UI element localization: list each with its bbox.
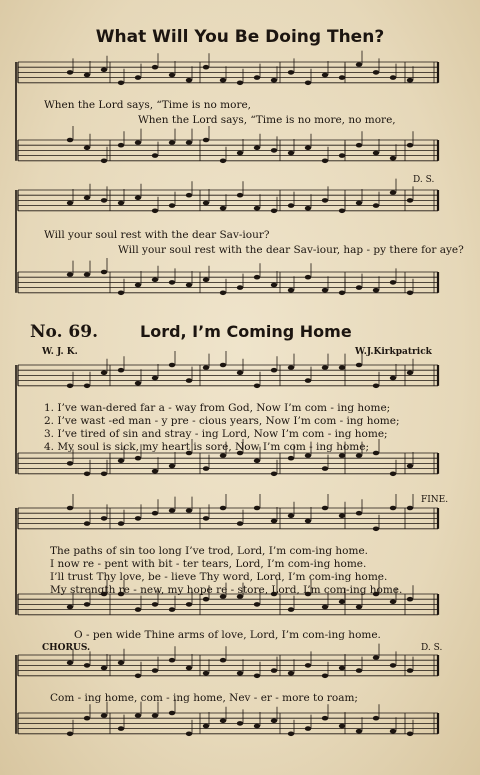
note-head bbox=[118, 661, 124, 666]
note-head bbox=[305, 206, 311, 211]
note-head bbox=[373, 151, 379, 156]
note-head bbox=[169, 140, 175, 145]
note-head bbox=[356, 605, 362, 610]
note-head bbox=[84, 73, 90, 78]
note-head bbox=[254, 384, 260, 389]
note-head bbox=[373, 527, 379, 532]
note-head bbox=[186, 732, 192, 737]
note-head bbox=[169, 363, 175, 368]
note-head bbox=[407, 371, 413, 376]
note-head bbox=[84, 384, 90, 389]
note-head bbox=[186, 602, 192, 607]
note-head bbox=[203, 516, 209, 521]
note-head bbox=[407, 143, 413, 148]
chorus-lyrics: Com - ing home, com - ing home, Nev - er - more to roam; bbox=[50, 692, 358, 704]
note-head bbox=[186, 140, 192, 145]
song1-lyrics-1a: When the Lord says, “Time is no more, bbox=[44, 99, 252, 111]
note-head bbox=[152, 278, 158, 283]
note-head bbox=[356, 729, 362, 734]
note-head bbox=[169, 464, 175, 469]
note-head bbox=[67, 461, 73, 466]
note-head bbox=[407, 198, 413, 203]
note-head bbox=[84, 472, 90, 477]
note-head bbox=[322, 674, 328, 679]
note-head bbox=[356, 143, 362, 148]
note-head bbox=[84, 602, 90, 607]
note-head bbox=[390, 75, 396, 80]
note-head bbox=[203, 138, 209, 143]
note-head bbox=[339, 514, 345, 519]
note-head bbox=[288, 456, 294, 461]
note-head bbox=[135, 196, 141, 201]
note-head bbox=[135, 381, 141, 386]
song2-title: Lord, I’m Coming Home bbox=[140, 322, 352, 341]
note-head bbox=[356, 453, 362, 458]
note-head bbox=[101, 270, 107, 275]
note-head bbox=[271, 519, 277, 524]
song1-lyrics-2a: Will your soul rest with the dear Sav-iour? bbox=[44, 229, 270, 241]
note-head bbox=[356, 668, 362, 673]
song1-ds-label: D. S. bbox=[413, 175, 435, 185]
note-head bbox=[67, 732, 73, 737]
note-head bbox=[101, 198, 107, 203]
note-head bbox=[407, 291, 413, 296]
note-head bbox=[84, 272, 90, 277]
note-head bbox=[118, 291, 124, 296]
note-head bbox=[135, 456, 141, 461]
note-head bbox=[152, 511, 158, 516]
note-head bbox=[339, 365, 345, 370]
note-head bbox=[237, 521, 243, 526]
note-head bbox=[322, 716, 328, 721]
verse-3b: I’ll trust Thy love, be - lieve Thy word, Lord, I’m com-ing home. bbox=[50, 571, 388, 583]
verse-3: 3. I’ve tired of sin and stray - ing Lord, Now I’m com - ing home; bbox=[44, 428, 388, 440]
note-head bbox=[339, 724, 345, 729]
note-head bbox=[101, 666, 107, 671]
note-head bbox=[390, 506, 396, 511]
hymn-number: No. 69. bbox=[30, 322, 98, 342]
note-head bbox=[169, 658, 175, 663]
verse-4b: My strength re - new, my hope re - store, Lord, I’m com-ing home. bbox=[50, 584, 403, 596]
note-head bbox=[254, 275, 260, 280]
note-head bbox=[407, 597, 413, 602]
note-head bbox=[203, 201, 209, 206]
note-head bbox=[152, 65, 158, 70]
note-head bbox=[203, 724, 209, 729]
note-head bbox=[390, 729, 396, 734]
note-head bbox=[305, 146, 311, 151]
note-head bbox=[152, 469, 158, 474]
note-head bbox=[271, 668, 277, 673]
note-head bbox=[186, 378, 192, 383]
note-head bbox=[288, 151, 294, 156]
song1-lyrics-2b: Will your soul rest with the dear Sav-iour, hap - py there for aye? bbox=[118, 244, 464, 256]
note-head bbox=[169, 508, 175, 513]
note-head bbox=[322, 365, 328, 370]
song1-title: What Will You Be Doing Then? bbox=[95, 27, 385, 47]
note-head bbox=[220, 159, 226, 164]
note-head bbox=[220, 719, 226, 724]
note-head bbox=[101, 371, 107, 376]
note-head bbox=[118, 521, 124, 526]
verse-1b: The paths of sin too long I’ve trod, Lord, I’m com-ing home. bbox=[50, 545, 368, 557]
note-head bbox=[220, 78, 226, 83]
note-head bbox=[237, 81, 243, 86]
note-head bbox=[169, 607, 175, 612]
note-head bbox=[305, 726, 311, 731]
note-head bbox=[305, 519, 311, 524]
note-head bbox=[152, 713, 158, 718]
note-head bbox=[169, 73, 175, 78]
note-head bbox=[390, 663, 396, 668]
note-head bbox=[271, 209, 277, 214]
note-head bbox=[203, 671, 209, 676]
note-head bbox=[237, 151, 243, 156]
note-head bbox=[339, 75, 345, 80]
note-head bbox=[203, 466, 209, 471]
note-head bbox=[390, 472, 396, 477]
note-head bbox=[373, 716, 379, 721]
note-head bbox=[220, 658, 226, 663]
note-head bbox=[390, 600, 396, 605]
note-head bbox=[390, 376, 396, 381]
note-head bbox=[356, 511, 362, 516]
note-head bbox=[271, 472, 277, 477]
note-head bbox=[322, 605, 328, 610]
note-head bbox=[288, 732, 294, 737]
note-head bbox=[288, 514, 294, 519]
verse-2: 2. I’ve wast -ed man - y pre - cious years, Now I’m com - ing home; bbox=[44, 415, 400, 427]
note-head bbox=[305, 275, 311, 280]
note-head bbox=[118, 726, 124, 731]
note-head bbox=[135, 713, 141, 718]
note-head bbox=[84, 663, 90, 668]
note-head bbox=[135, 674, 141, 679]
note-head bbox=[101, 713, 107, 718]
note-head bbox=[203, 597, 209, 602]
note-head bbox=[271, 148, 277, 153]
note-head bbox=[152, 668, 158, 673]
note-head bbox=[322, 73, 328, 78]
note-head bbox=[135, 75, 141, 80]
note-head bbox=[135, 607, 141, 612]
note-head bbox=[254, 674, 260, 679]
verse-4: 4. My soul is sick, my heart is sore, Now I’m com - ing home; bbox=[44, 441, 370, 453]
note-head bbox=[237, 721, 243, 726]
note-head bbox=[169, 280, 175, 285]
note-head bbox=[339, 153, 345, 158]
note-head bbox=[101, 159, 107, 164]
verse-2b: I now re - pent with bit - ter tears, Lord, I’m com-ing home. bbox=[50, 558, 367, 570]
note-head bbox=[186, 78, 192, 83]
ds-label-2: D. S. bbox=[421, 643, 443, 653]
verse-1: 1. I’ve wan-dered far a - way from God, Now I’m com - ing home; bbox=[44, 402, 391, 414]
note-head bbox=[305, 663, 311, 668]
note-head bbox=[339, 666, 345, 671]
note-head bbox=[67, 201, 73, 206]
note-head bbox=[135, 140, 141, 145]
note-head bbox=[373, 655, 379, 660]
note-head bbox=[390, 190, 396, 195]
note-head bbox=[152, 209, 158, 214]
note-head bbox=[101, 68, 107, 73]
note-head bbox=[67, 384, 73, 389]
note-head bbox=[220, 453, 226, 458]
note-head bbox=[254, 75, 260, 80]
note-head bbox=[118, 459, 124, 464]
note-head bbox=[407, 78, 413, 83]
note-head bbox=[169, 203, 175, 208]
note-head bbox=[254, 206, 260, 211]
note-head bbox=[373, 70, 379, 75]
note-head bbox=[186, 666, 192, 671]
note-head bbox=[84, 521, 90, 526]
note-head bbox=[67, 272, 73, 277]
note-head bbox=[237, 371, 243, 376]
open-wide-line: O - pen wide Thine arms of love, Lord, I’m com-ing home. bbox=[74, 629, 381, 641]
note-head bbox=[67, 506, 73, 511]
note-head bbox=[220, 206, 226, 211]
note-head bbox=[67, 138, 73, 143]
fine-label: FINE. bbox=[421, 495, 449, 505]
note-head bbox=[356, 201, 362, 206]
note-head bbox=[339, 291, 345, 296]
note-head bbox=[67, 70, 73, 75]
note-head bbox=[135, 516, 141, 521]
note-head bbox=[118, 143, 124, 148]
note-head bbox=[339, 600, 345, 605]
note-head bbox=[152, 153, 158, 158]
note-head bbox=[305, 453, 311, 458]
note-head bbox=[254, 146, 260, 151]
note-head bbox=[407, 668, 413, 673]
note-head bbox=[152, 376, 158, 381]
note-head bbox=[220, 506, 226, 511]
note-head bbox=[407, 464, 413, 469]
note-head bbox=[322, 288, 328, 293]
note-head bbox=[288, 203, 294, 208]
note-head bbox=[390, 156, 396, 161]
note-head bbox=[356, 285, 362, 290]
note-head bbox=[118, 201, 124, 206]
note-head bbox=[220, 363, 226, 368]
note-head bbox=[407, 506, 413, 511]
note-head bbox=[254, 459, 260, 464]
note-head bbox=[322, 506, 328, 511]
song1-lyrics-1b: When the Lord says, “Time is no more, no more, bbox=[138, 114, 396, 126]
note-head bbox=[186, 283, 192, 288]
note-head bbox=[67, 661, 73, 666]
note-head bbox=[356, 62, 362, 67]
note-head bbox=[288, 607, 294, 612]
note-head bbox=[203, 65, 209, 70]
note-head bbox=[254, 602, 260, 607]
note-head bbox=[220, 291, 226, 296]
note-head bbox=[203, 278, 209, 283]
note-head bbox=[373, 451, 379, 456]
note-head bbox=[84, 196, 90, 201]
note-head bbox=[305, 81, 311, 86]
note-head bbox=[152, 602, 158, 607]
note-head bbox=[84, 146, 90, 151]
note-head bbox=[186, 508, 192, 513]
note-head bbox=[373, 288, 379, 293]
note-head bbox=[169, 711, 175, 716]
note-head bbox=[288, 671, 294, 676]
note-head bbox=[322, 466, 328, 471]
note-head bbox=[305, 378, 311, 383]
note-head bbox=[288, 365, 294, 370]
note-head bbox=[271, 368, 277, 373]
note-head bbox=[84, 716, 90, 721]
note-head bbox=[356, 363, 362, 368]
note-head bbox=[271, 78, 277, 83]
note-head bbox=[373, 384, 379, 389]
note-head bbox=[237, 193, 243, 198]
composer-credit: W.J.Kirkpatrick bbox=[355, 347, 432, 357]
note-head bbox=[322, 198, 328, 203]
note-head bbox=[101, 472, 107, 477]
note-head bbox=[135, 283, 141, 288]
note-head bbox=[339, 453, 345, 458]
lyricist-credit: W. J. K. bbox=[42, 347, 78, 357]
note-head bbox=[203, 365, 209, 370]
note-head bbox=[118, 368, 124, 373]
note-head bbox=[339, 209, 345, 214]
note-head bbox=[271, 719, 277, 724]
chorus-label: CHORUS. bbox=[42, 643, 91, 653]
note-head bbox=[101, 516, 107, 521]
note-head bbox=[254, 724, 260, 729]
note-head bbox=[186, 193, 192, 198]
note-head bbox=[237, 285, 243, 290]
note-head bbox=[390, 280, 396, 285]
note-head bbox=[288, 70, 294, 75]
note-head bbox=[407, 732, 413, 737]
note-head bbox=[373, 203, 379, 208]
note-head bbox=[288, 288, 294, 293]
note-head bbox=[254, 506, 260, 511]
note-head bbox=[237, 671, 243, 676]
note-head bbox=[118, 81, 124, 86]
note-head bbox=[271, 283, 277, 288]
note-head bbox=[322, 159, 328, 164]
note-head bbox=[67, 605, 73, 610]
